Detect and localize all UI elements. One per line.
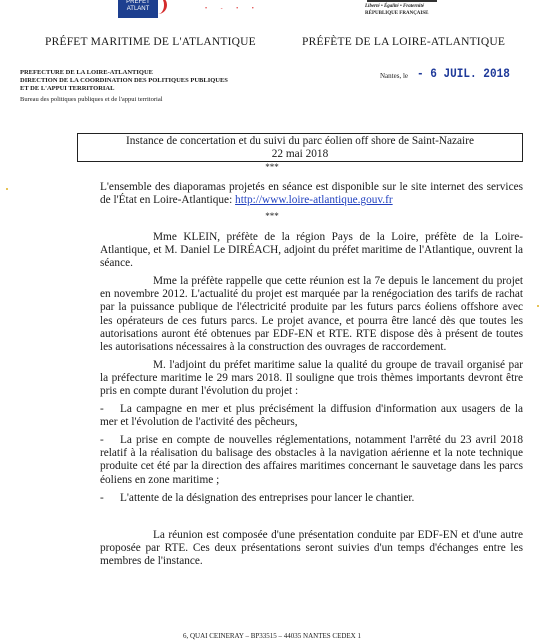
date-stamp: - 6 JUIL. 2018 (417, 66, 510, 81)
republic-label: RÉPUBLIQUE FRANÇAISE (365, 11, 429, 16)
bullet-reglementations (100, 434, 523, 487)
intro-text: L'ensemble des diaporamas projetés en séance est disponible sur le site internet des services de l'État en Loire-Atlantique: (100, 181, 523, 207)
date-place: Nantes, le (380, 72, 408, 80)
scan-speck (6, 188, 8, 190)
footer-address: 6, QUAI CEINERAY – BP33515 – 44035 NANTES CEDEX 1 (183, 632, 361, 640)
title-line-2: 22 mai 2018 (271, 148, 329, 160)
paragraph-opening-text: Mme KLEIN, préfète de la région Pays de la Loire, préfète de la Loire-Atlantique, et M. Daniel Le DIRÉACH, adjoint du préfet maritime de l'Atlantique, ouvrent la séance. (100, 231, 523, 270)
bullet-dash: - (100, 403, 104, 415)
scan-speck (537, 305, 539, 307)
republic-motto: Liberté • Égalité • Fraternité (365, 4, 425, 9)
scan-marks: • - • • (205, 6, 260, 12)
marianne-bar (367, 0, 437, 2)
separator-2: *** (265, 211, 279, 221)
prefet-logo: PRÉFET ATLANT (118, 0, 158, 18)
bullet-attente (100, 492, 523, 505)
bullet-dash: - (100, 492, 104, 504)
service-line-2: DIRECTION DE LA COORDINATION DES POLITIQUES PUBLIQUES (20, 77, 228, 84)
intro-paragraph (100, 181, 523, 207)
title-line-1: Instance de concertation et du suivi du parc éolien off shore de Saint-Nazaire (126, 135, 474, 147)
paragraph-composition-text: La réunion est composée d'une présentation conduite par EDF-EN et d'une autre proposée par RTE. Ces deux présentations seront suivies d'un temps d'échanges entre les membres de l'instance. (100, 529, 523, 568)
paragraph-opening (100, 231, 523, 271)
website-link[interactable]: http://www.loire-atlantique.gouv.fr (235, 194, 393, 207)
paragraph-adjoint (100, 359, 523, 399)
bullet-dash: - (100, 434, 104, 446)
bullet-attente-text: L'attente de la désignation des entreprises pour lancer le chantier. (120, 492, 415, 504)
service-line-1: PREFECTURE DE LA LOIRE-ATLANTIQUE (20, 69, 153, 76)
separator-1: *** (265, 162, 279, 172)
paragraph-adjoint-text: M. l'adjoint du préfet maritime salue la qualité du groupe de travail organisé par la préfecture maritime le 29 mars 2018. Il souligne que trois thèmes importants devront être pris en compte durant l'évolution du projet : (100, 359, 523, 398)
paragraph-composition (100, 529, 523, 569)
bullet-reglementations-text: La prise en compte de nouvelles réglementations, notamment l'arrêté du 23 avril 2018 relatif à la réalisation du balisage des obstacles à la navigation aérienne et la note technique produite cet été par la direction des affaires maritimes concernant le sauvetage dans les parcs éoliens en zone maritime ; (100, 434, 523, 486)
title-box (77, 133, 523, 162)
header-prefet-maritime: PRÉFET MARITIME DE L'ATLANTIQUE (45, 36, 256, 48)
header-prefete: PRÉFÈTE DE LA LOIRE-ATLANTIQUE (302, 36, 506, 48)
bullet-campagne-text: La campagne en mer et plus précisément la diffusion d'information aux usagers de la mer et l'évolution de l'activité des pêcheurs, (100, 403, 523, 429)
paragraph-prefete-text: Mme la préfète rappelle que cette réunion est la 7e depuis le lancement du projet en novembre 2012. L'actualité du projet est marquée par la renégociation des tarifs de rachat par la puissance publique de l'électricité produite par les futurs parcs éoliens offshore avec les opérateurs de ces futurs parcs. Le projet avance, et pourra être lancé dès que toutes les autorisations auront été obtenues par EDF-EN et RTE. RTE dispose dès à présent de toutes les autorisations nécessaires à la construction des ouvrages de raccordement. (100, 275, 523, 354)
bullet-campagne (100, 403, 523, 429)
service-bureau: Bureau des politiques publiques et de l'appui territorial (20, 96, 163, 103)
paragraph-prefete (100, 275, 523, 354)
logo-swoosh-icon (150, 0, 167, 14)
service-line-3: ET DE L'APPUI TERRITORIAL (20, 85, 115, 92)
